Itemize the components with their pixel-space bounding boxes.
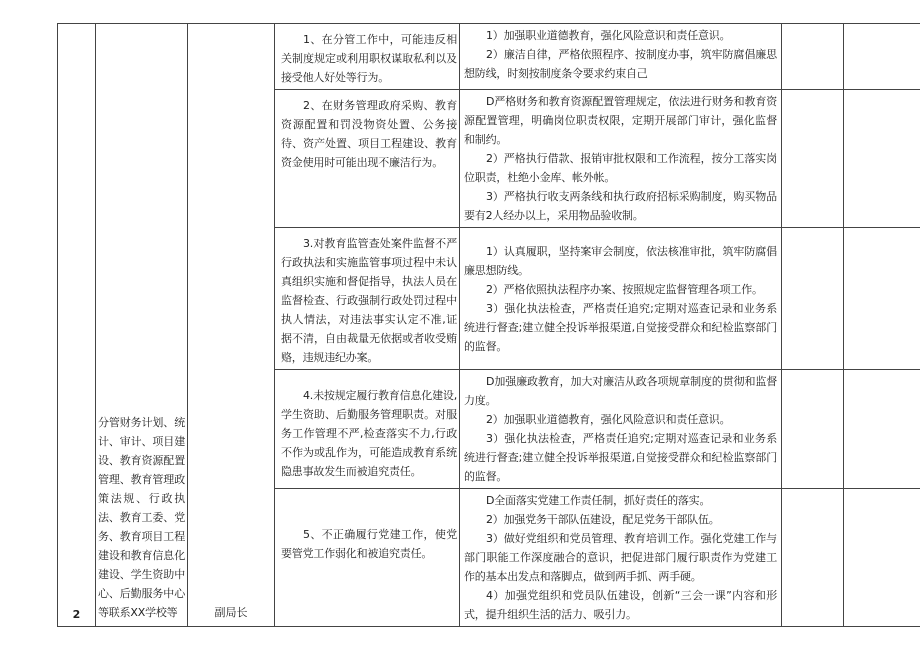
empty-cell [782,370,844,489]
measure-item: D严格财务和教育资源配置管理规定，依法进行财务和教育资源配置管理，明确岗位职责权限，定期开展部门审计，强化监督和制约。 [464,95,777,146]
empty-cell [844,489,920,627]
risk-control-table [57,23,920,627]
empty-cell [782,24,844,90]
risk-text: 4.未按规定履行教育信息化建设,学生资助、后勤服务管理职责。对服务工作管理不严,检查落实不力,行政不作为或乱作为，可能造成教育系统隐患事故发生而被追究责任。 [281,389,457,478]
measure-item: 2）加强党务干部队伍建设，配足党务干部队伍。 [486,513,720,526]
empty-cell [782,90,844,228]
measures-cell [460,370,782,489]
risk-cell [275,370,460,489]
risk-text: 2、在财务管理政府采购、教育资源配置和罚没物资处置、公务接待、资产处置、项目工程建设、教育资金使用时可能出现不廉洁行为。 [281,99,457,169]
measure-item: 3）严格执行收支两条线和执行政府招标采购制度，购买物品要有2人经办以上，采用物品验收制。 [464,190,777,222]
measures-cell [460,228,782,370]
empty-cell [782,489,844,627]
measure-item: 2）严格执行借款、报销审批权限和工作流程，按分工落实岗位职责，杜绝小金库、帐外帐。 [464,152,777,184]
empty-cell [844,90,920,228]
measure-item: 2）加强职业道德教育，强化风险意识和责任意识。 [486,413,731,426]
risk-cell [275,24,460,90]
measure-item: D全面落实党建工作责任制，抓好责任的落实。 [486,494,711,507]
row-number-cell: 2 [58,24,96,627]
measure-item: 2）严格依照执法程序办案、按照规定监督管理各项工作。 [486,283,763,296]
position-cell: 副局长 [188,24,275,627]
measure-item: 4）加强党组织和党员队伍建设，创新“三会一课”内容和形式，提升组织生活的活力、吸引力。 [464,589,777,621]
empty-cell [844,24,920,90]
risk-cell [275,489,460,627]
measures-cell [460,90,782,228]
measure-item: 3）做好党组织和党员管理、教育培训工作。强化党建工作与部门职能工作深度融合的意识，把促进部门履行职责作为党建工作的基本出发点和落脚点，做到两手抓、两手硬。 [464,532,777,583]
risk-text: 3.对教育监管查处案件监督不严行政执法和实施监管事项过程中未认真组织实施和督促指导，执法人员在监督检查、行政强制行政处罚过程中执人情法，对违法事实认定不准,证据不清，自由裁量无依据或者收受贿赂，违规违纪办案。 [281,237,457,364]
risk-text: 5、不正确履行党建工作，使党要管党工作弱化和被追究责任。 [281,528,457,560]
risk-cell [275,228,460,370]
table-row [58,24,920,90]
responsibilities-cell: 分管财务计划、统计、审计、项目建设、教育资源配置管理、教育管理政策法规、行政执法、教育工委、党务、教育项目工程建设和教育信息化建设、学生资助中心、后勤服务中心等联系XX学校等 [96,24,188,627]
measure-item: 1）加强职业道德教育，强化风险意识和责任意识。 [486,29,731,42]
measure-item: 3）强化执法检查，严格责任追究;定期对巡查记录和业务系统进行督查;建立健全投诉举报渠道,自觉接受群众和纪检监察部门的监督。 [464,302,777,353]
measure-item: 2）廉洁自律，严格依照程序、按制度办事，筑牢防腐倡廉思想防线，时刻按制度条令要求约束自己 [464,48,777,80]
empty-cell [844,370,920,489]
risk-text: 1、在分管工作中，可能违反相关制度规定或利用职权谋取私利以及接受他人好处等行为。 [281,33,457,84]
measure-item: 1）认真履职，坚持案审会制度，依法核准审批，筑牢防腐倡廉思想防线。 [464,245,777,277]
empty-cell [844,228,920,370]
empty-cell [782,228,844,370]
measure-item: D加强廉政教育，加大对廉洁从政各项规章制度的贯彻和监督力度。 [464,375,777,407]
measures-cell [460,489,782,627]
measures-cell [460,24,782,90]
risk-cell [275,90,460,228]
measure-item: 3）强化执法检查，严格责任追究;定期对巡查记录和业务系统进行督查;建立健全投诉举报渠道,自觉接受群众和纪检监察部门的监督。 [464,432,777,483]
